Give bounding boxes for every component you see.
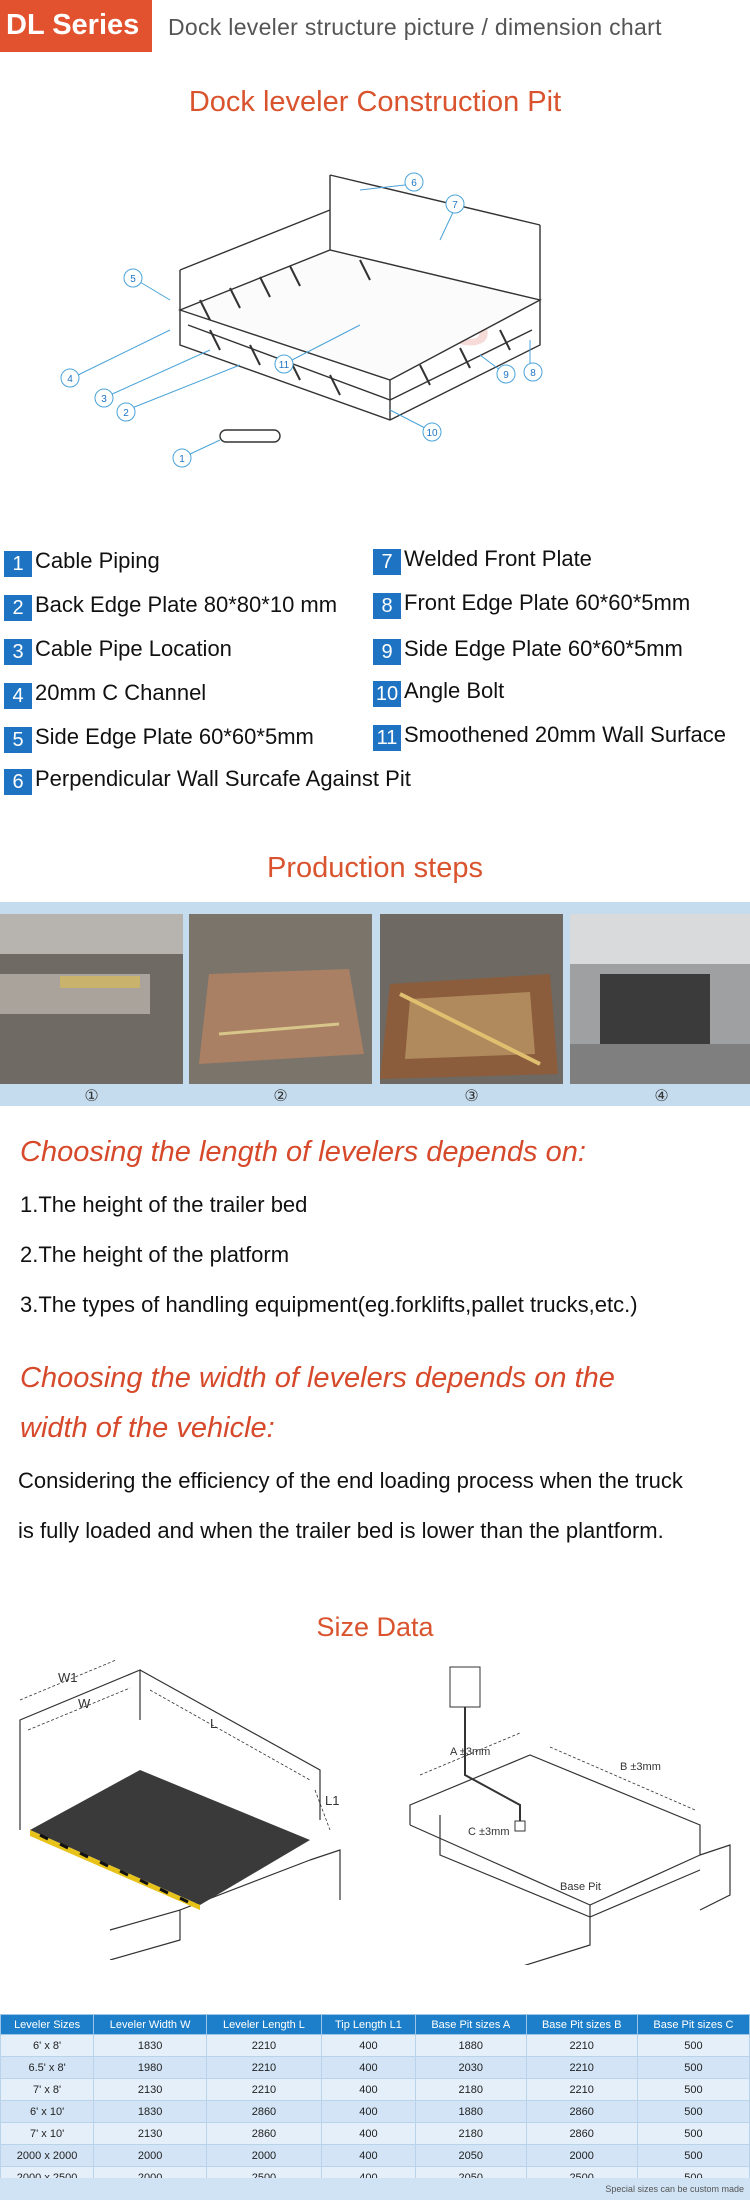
diagram-label-c: C ±3mm xyxy=(468,1826,510,1838)
series-badge: DL Series xyxy=(0,0,152,52)
column-header: Leveler Length L xyxy=(207,2015,322,2035)
production-step-label-3: ③ xyxy=(464,1088,479,1105)
production-step-label-2: ② xyxy=(273,1088,288,1105)
svg-text:3: 3 xyxy=(101,394,107,405)
table-cell: 500 xyxy=(637,2123,749,2145)
part-label: Front Edge Plate 60*60*5mm xyxy=(404,590,691,615)
table-cell: 1880 xyxy=(416,2035,526,2057)
table-cell: 2210 xyxy=(526,2057,637,2079)
part-label: Side Edge Plate 60*60*5mm xyxy=(404,636,683,661)
table-cell: 6' x 8' xyxy=(1,2035,94,2057)
size-data-title: Size Data xyxy=(316,1612,434,1642)
diagram-label-w: W xyxy=(78,1696,91,1711)
table-cell: 2860 xyxy=(526,2123,637,2145)
custom-size-footnote: Special sizes can be custom made xyxy=(605,2184,744,2194)
part-number: 4 xyxy=(4,683,32,709)
table-cell: 2000 x 2000 xyxy=(1,2145,94,2167)
column-header: Leveler Width W xyxy=(94,2015,207,2035)
column-header: Leveler Sizes xyxy=(1,2015,94,2035)
part-number: 8 xyxy=(373,593,401,619)
part-item-9 xyxy=(373,636,683,665)
table-cell: 2180 xyxy=(416,2123,526,2145)
part-item-2 xyxy=(4,592,337,621)
part-item-4 xyxy=(4,680,206,709)
table-cell: 400 xyxy=(321,2057,415,2079)
table-cell: 2210 xyxy=(207,2057,322,2079)
part-label: Cable Piping xyxy=(35,548,160,573)
table-cell: 6' x 10' xyxy=(1,2101,94,2123)
table-cell: 2210 xyxy=(526,2035,637,2057)
svg-text:10: 10 xyxy=(426,428,438,439)
width-text-line-1: Considering the efficiency of the end loading process when the truck xyxy=(18,1468,683,1493)
table-cell: 500 xyxy=(637,2101,749,2123)
diagram-label-w1: W1 xyxy=(58,1670,78,1685)
table-cell: 2030 xyxy=(416,2057,526,2079)
size-data-table xyxy=(0,2014,750,2189)
part-label: Smoothened 20mm Wall Surface xyxy=(404,722,726,747)
part-label: Angle Bolt xyxy=(404,678,505,703)
part-number: 3 xyxy=(4,639,32,665)
table-row xyxy=(1,2035,750,2057)
column-header: Base Pit sizes A xyxy=(416,2015,526,2035)
table-cell: 400 xyxy=(321,2145,415,2167)
table-row xyxy=(1,2123,750,2145)
table-cell: 500 xyxy=(637,2057,749,2079)
header-title: Dock leveler structure picture / dimension chart xyxy=(168,14,662,40)
svg-text:9: 9 xyxy=(503,370,509,381)
table-cell: 500 xyxy=(637,2079,749,2101)
production-section-title: Production steps xyxy=(266,852,483,884)
table-row xyxy=(1,2057,750,2079)
table-cell: 2860 xyxy=(526,2101,637,2123)
part-item-5 xyxy=(4,724,314,753)
table-row xyxy=(1,2101,750,2123)
part-number: 7 xyxy=(373,549,401,575)
part-number: 10 xyxy=(373,681,401,707)
column-header: Tip Length L1 xyxy=(321,2015,415,2035)
part-label: 20mm C Channel xyxy=(35,680,207,705)
diagram-label-base-pit: Base Pit xyxy=(560,1881,601,1893)
table-cell: 2000 xyxy=(207,2145,322,2167)
part-number: 11 xyxy=(373,725,401,751)
part-label: Perpendicular Wall Surcafe Against Pit xyxy=(35,766,411,791)
table-cell: 1980 xyxy=(94,2057,207,2079)
part-label: Side Edge Plate 60*60*5mm xyxy=(35,724,314,749)
table-cell: 2000 xyxy=(94,2145,207,2167)
length-item-2: 2.The height of the platform xyxy=(20,1242,290,1267)
table-cell: 7' x 8' xyxy=(1,2079,94,2101)
width-heading-line-1: Choosing the width of levelers depends on the xyxy=(20,1362,615,1394)
width-heading-line-2: width of the vehicle: xyxy=(20,1412,275,1444)
base-pit-diagram xyxy=(400,1655,745,1965)
table-cell: 2210 xyxy=(526,2079,637,2101)
width-text-line-2: is fully loaded and when the trailer bed is lower than the plantform. xyxy=(18,1518,664,1543)
production-photo-2 xyxy=(189,914,372,1084)
table-cell: 400 xyxy=(321,2035,415,2057)
pit-section-title: Dock leveler Construction Pit xyxy=(188,86,562,118)
table-header-row xyxy=(1,2015,750,2035)
diagram-label-a: A ±3mm xyxy=(450,1746,491,1758)
part-number: 2 xyxy=(4,595,32,621)
table-cell: 400 xyxy=(321,2101,415,2123)
part-item-10 xyxy=(373,678,504,707)
svg-text:6: 6 xyxy=(411,178,417,189)
table-cell: 2130 xyxy=(94,2123,207,2145)
production-step-label-1: ① xyxy=(84,1088,99,1105)
table-cell: 2210 xyxy=(207,2035,322,2057)
part-label: Welded Front Plate xyxy=(404,546,592,571)
column-header: Base Pit sizes C xyxy=(637,2015,749,2035)
part-item-11 xyxy=(373,722,726,751)
production-photo-1 xyxy=(0,914,183,1084)
svg-text:8: 8 xyxy=(530,368,536,379)
part-label: Cable Pipe Location xyxy=(35,636,232,661)
table-cell: 7' x 10' xyxy=(1,2123,94,2145)
table-cell: 500 xyxy=(637,2145,749,2167)
table-cell: 400 xyxy=(321,2123,415,2145)
table-cell: 1830 xyxy=(94,2035,207,2057)
svg-text:4: 4 xyxy=(67,374,73,385)
leveler-dimension-diagram xyxy=(10,1660,350,1960)
table-cell: 2050 xyxy=(416,2145,526,2167)
part-item-6 xyxy=(4,766,411,795)
production-photo-4 xyxy=(570,914,750,1084)
table-row xyxy=(1,2145,750,2167)
diagram-label-l1: L1 xyxy=(325,1793,340,1808)
svg-text:11: 11 xyxy=(278,360,290,371)
part-number: 6 xyxy=(4,769,32,795)
table-cell: 500 xyxy=(637,2035,749,2057)
table-cell: 2860 xyxy=(207,2101,322,2123)
length-heading: Choosing the length of levelers depends on: xyxy=(20,1136,586,1168)
part-item-8 xyxy=(373,590,690,619)
svg-text:2: 2 xyxy=(123,408,129,419)
table-cell: 1830 xyxy=(94,2101,207,2123)
part-item-1 xyxy=(4,548,160,577)
table-cell: 400 xyxy=(321,2079,415,2101)
part-number: 5 xyxy=(4,727,32,753)
length-item-1: 1.The height of the trailer bed xyxy=(20,1192,308,1217)
table-cell: 2860 xyxy=(207,2123,322,2145)
svg-text:7: 7 xyxy=(452,200,458,211)
length-item-3: 3.The types of handling equipment(eg.forklifts,pallet trucks,etc.) xyxy=(20,1292,638,1317)
column-header: Base Pit sizes B xyxy=(526,2015,637,2035)
part-label: Back Edge Plate 80*80*10 mm xyxy=(35,592,338,617)
diagram-label-b: B ±3mm xyxy=(620,1761,661,1773)
part-number: 9 xyxy=(373,639,401,665)
production-step-label-4: ④ xyxy=(654,1088,669,1105)
table-row xyxy=(1,2079,750,2101)
table-cell: 2130 xyxy=(94,2079,207,2101)
table-cell: 6.5' x 8' xyxy=(1,2057,94,2079)
svg-text:1: 1 xyxy=(179,454,185,465)
part-item-7 xyxy=(373,546,592,575)
svg-text:5: 5 xyxy=(130,274,136,285)
table-cell: 2210 xyxy=(207,2079,322,2101)
production-photo-3 xyxy=(380,914,563,1084)
table-cell: 2180 xyxy=(416,2079,526,2101)
part-item-3 xyxy=(4,636,232,665)
table-cell: 2000 xyxy=(526,2145,637,2167)
part-number: 1 xyxy=(4,551,32,577)
table-cell: 1880 xyxy=(416,2101,526,2123)
construction-pit-diagram xyxy=(60,150,680,510)
diagram-label-l: L xyxy=(210,1716,218,1731)
